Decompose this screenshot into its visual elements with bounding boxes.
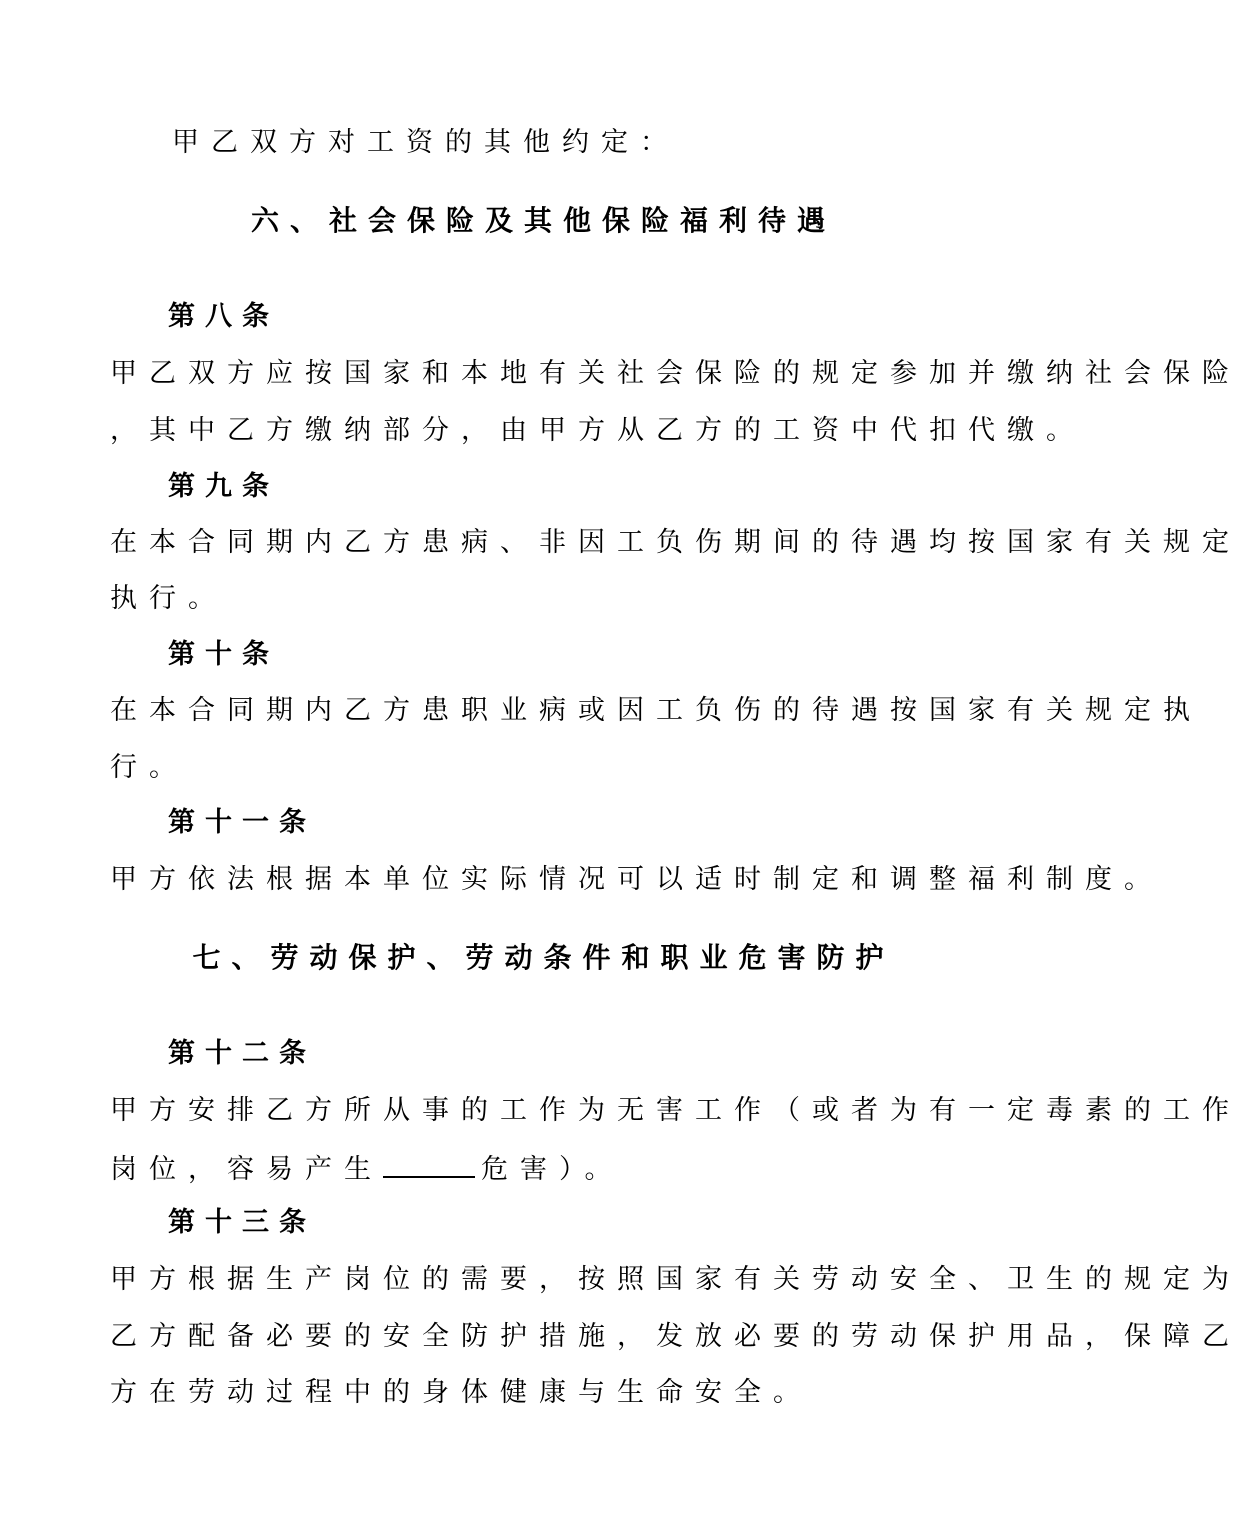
article-12-heading: 第十二条	[168, 1038, 316, 1069]
article-10-heading: 第十条	[168, 639, 279, 670]
article-11-line-1: 甲方依法根据本单位实际情况可以适时制定和调整福利制度。	[110, 864, 1163, 895]
wage-other-agreement-text: 甲乙双方对工资的其他约定：	[172, 127, 679, 158]
section-6-title: 六、社会保险及其他保险福利待遇	[250, 204, 836, 237]
article-13-line-3: 方在劳动过程中的身体健康与生命安全。	[110, 1377, 812, 1408]
article-10-line-2: 行。	[110, 752, 188, 783]
article-10-line-1: 在本合同期内乙方患职业病或因工负伤的待遇按国家有关规定执	[110, 695, 1202, 726]
article-9-heading: 第九条	[168, 471, 279, 502]
article-13-line-1: 甲方根据生产岗位的需要，按照国家有关劳动安全、卫生的规定为	[110, 1264, 1241, 1295]
article-8-line-1: 甲乙双方应按国家和本地有关社会保险的规定参加并缴纳社会保险	[110, 358, 1241, 389]
article-12-line-2-prefix: 岗位，容易产生	[110, 1154, 383, 1185]
article-12-line-2	[110, 1150, 624, 1187]
hazard-blank-field[interactable]	[383, 1150, 475, 1178]
article-8-heading: 第八条	[168, 301, 279, 332]
article-12-line-1: 甲方安排乙方所从事的工作为无害工作（或者为有一定毒素的工作	[110, 1095, 1241, 1126]
article-11-heading: 第十一条	[168, 807, 316, 838]
article-9-line-2: 执行。	[110, 583, 227, 614]
article-8-line-2: ，其中乙方缴纳部分，由甲方从乙方的工资中代扣代缴。	[110, 415, 1085, 446]
article-13-heading: 第十三条	[168, 1207, 316, 1238]
article-12-line-2-suffix: 危害）。	[481, 1154, 624, 1185]
article-13-line-2: 乙方配备必要的安全防护措施，发放必要的劳动保护用品，保障乙	[110, 1321, 1241, 1352]
article-9-line-1: 在本合同期内乙方患病、非因工负伤期间的待遇均按国家有关规定	[110, 527, 1241, 558]
section-7-title: 七、劳动保护、劳动条件和职业危害防护	[192, 941, 895, 974]
